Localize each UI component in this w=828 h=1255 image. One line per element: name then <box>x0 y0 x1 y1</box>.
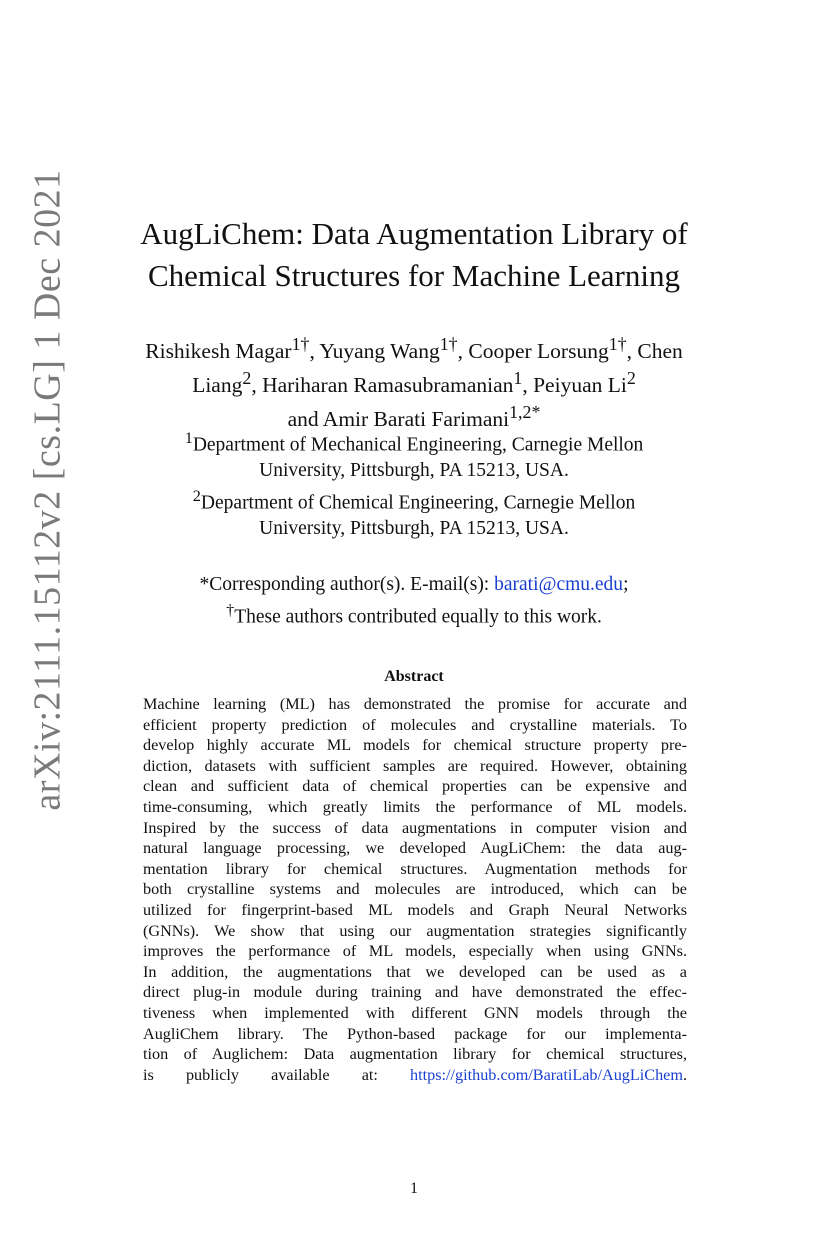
author-name: , Yuyang Wang <box>309 339 440 364</box>
author-affiliation-mark: 2 <box>242 368 252 389</box>
title-line: Chemical Structures for Machine Learning <box>148 258 680 293</box>
author-name: , Hariharan Ramasubramanian <box>251 373 514 398</box>
corresponding-author-label: *Corresponding author(s). E-mail(s): <box>199 574 495 595</box>
abstract-line: tiveness when implemented with different GNN models through the <box>143 1003 687 1022</box>
author-line <box>100 365 728 399</box>
abstract-line: clean and sufficient data of chemical properties can be expensive and <box>143 777 687 796</box>
availability-text: is publicly available at: <box>143 1065 411 1084</box>
author-affiliation-mark: 1† <box>608 334 627 354</box>
abstract-line: AugliChem library. The Python-based package for our implementa- <box>143 1024 687 1043</box>
abstract-line: both crystalline systems and molecules are introduced, which can be <box>143 880 687 899</box>
abstract-line: tion of Auglichem: Data augmentation library for chemical structures, <box>143 1045 687 1064</box>
equal-contribution-line <box>100 598 728 630</box>
equal-contribution-text: These authors contributed equally to this work. <box>234 606 602 627</box>
abstract-line: develop highly accurate ML models for chemical structure property pre- <box>143 736 687 755</box>
author-name: Rishikesh Magar <box>145 339 292 364</box>
affiliations <box>100 426 728 541</box>
paper-title <box>100 213 728 297</box>
abstract-line: time-consuming, which greatly limits the performance of ML models. <box>143 797 687 816</box>
arxiv-identifier-text: arXiv:2111.15112v2 [cs.LG] 1 Dec 2021 <box>27 169 70 811</box>
affiliation-mark: 2 <box>192 486 201 505</box>
abstract-body <box>143 694 687 1085</box>
affiliation-line <box>100 426 728 458</box>
corresponding-author-suffix: ; <box>623 574 629 595</box>
affiliation-line <box>100 484 728 516</box>
author-affiliation-mark: 2 <box>626 368 636 389</box>
author-name: , Chen <box>626 339 683 364</box>
author-affiliation-mark: 1† <box>291 334 310 354</box>
author-name: Liang <box>192 373 243 398</box>
abstract-line: (GNNs). We show that using our augmentation strategies significantly <box>143 921 687 940</box>
affiliation-line: University, Pittsburgh, PA 15213, USA. <box>259 460 569 481</box>
affiliation-mark: 1 <box>184 429 193 447</box>
correspondence-note <box>100 572 728 630</box>
abstract-line: mentation library for chemical structures. Augmentation methods for <box>143 859 687 878</box>
author-name: , Peiyuan Li <box>522 373 627 398</box>
availability-period: . <box>682 1065 687 1084</box>
page-number: 1 <box>410 1180 418 1197</box>
abstract-line: improves the performance of ML models, especially when using GNNs. <box>143 942 687 961</box>
affiliation-line: University, Pittsburgh, PA 15213, USA. <box>259 517 569 539</box>
abstract-line: Inspired by the success of data augmentations in computer vision and <box>143 818 687 837</box>
author-name: , Cooper Lorsung <box>457 339 609 364</box>
affiliation-text: Department of Mechanical Engineering, Carnegie Mellon <box>192 434 644 456</box>
corresponding-author-line <box>100 572 728 598</box>
email-link[interactable]: barati@cmu.edu <box>494 574 624 595</box>
dagger-mark: † <box>226 600 235 619</box>
abstract-last-line <box>143 1065 687 1086</box>
arxiv-identifier-stamp <box>28 170 68 810</box>
abstract-line: diction, datasets with sufficient samples are required. However, obtaining <box>143 756 687 775</box>
author-affiliation-mark: 1† <box>439 334 458 354</box>
abstract-line: direct plug-in module during training and have demonstrated the effec- <box>143 983 687 1002</box>
abstract-line: In addition, the augmentations that we developed can be used as a <box>143 962 687 981</box>
abstract-heading: Abstract <box>384 668 444 685</box>
author-affiliation-mark: 1,2* <box>509 402 541 423</box>
abstract-line: efficient property prediction of molecules and crystalline materials. To <box>143 715 687 734</box>
abstract-line: utilized for fingerprint-based ML models and Graph Neural Networks <box>143 900 687 919</box>
abstract-line: natural language processing, we developed AugLiChem: the data aug- <box>143 839 687 858</box>
author-list <box>100 331 728 433</box>
repository-link[interactable]: https://github.com/BaratiLab/AugLiChem <box>410 1065 683 1084</box>
author-affiliation-mark: 1 <box>513 368 523 389</box>
title-line: AugLiChem: Data Augmentation Library of <box>140 216 688 251</box>
abstract-line: Machine learning (ML) has demonstrated the promise for accurate and <box>143 695 687 713</box>
author-name: and Amir Barati Farimani <box>287 407 510 432</box>
author-line <box>100 331 728 365</box>
affiliation-text: Department of Chemical Engineering, Carnegie Mellon <box>200 492 636 513</box>
